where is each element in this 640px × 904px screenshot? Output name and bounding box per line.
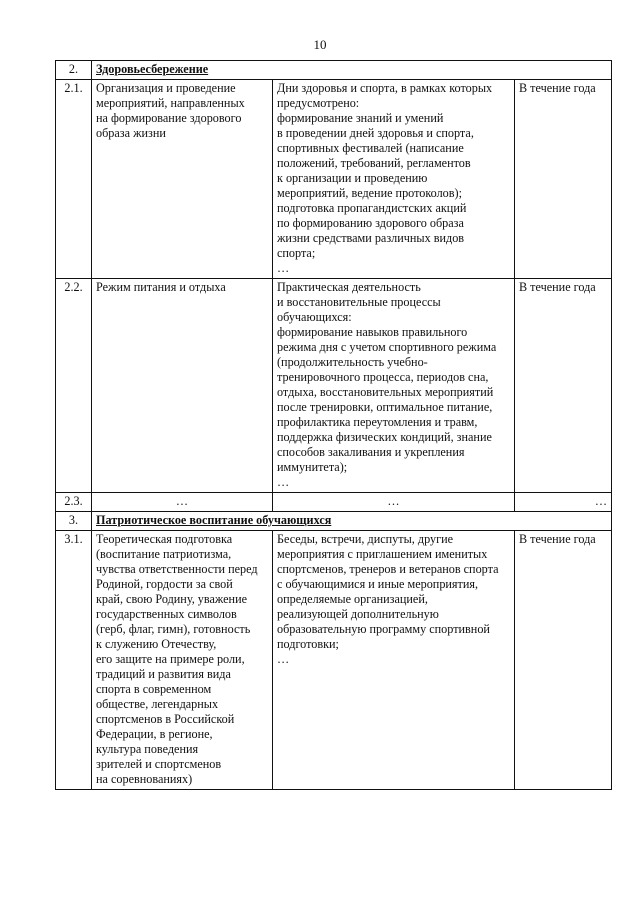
- activity-content-line: Беседы, встречи, диспуты, другие: [277, 532, 454, 546]
- activity-content-line: образовательную программу спортивной: [277, 622, 490, 636]
- activity-content-line: жизни средствами различных видов: [277, 231, 465, 245]
- activity-name-line: государственных символов: [96, 607, 237, 621]
- activity-content-line: поддержка физических кондиций, знание: [277, 430, 492, 444]
- section-row: [56, 61, 612, 80]
- table-row: [56, 493, 612, 512]
- activity-name-line: Родиной, гордости за свой: [96, 577, 233, 591]
- activity-content-line: в проведении дней здоровья и спорта,: [277, 126, 474, 140]
- activity-name-line: зрителей и спортсменов: [96, 757, 222, 771]
- activity-period: В течение года: [515, 279, 612, 493]
- activity-content-line: иммунитета);: [277, 460, 348, 474]
- activity-content-line: к организации и проведению: [277, 171, 428, 185]
- row-number: 2.3.: [56, 493, 92, 512]
- activity-content: [273, 531, 515, 790]
- activity-name-line: спортсменов в Российской: [96, 712, 235, 726]
- activity-content-line: формирование знаний и умений: [277, 111, 444, 125]
- activity-name-line: (воспитание патриотизма,: [96, 547, 232, 561]
- activity-content-line: способов закаливания и укрепления: [277, 445, 465, 459]
- activity-name-line: к служению Отечеству,: [96, 637, 217, 651]
- activity-content-line: режима дня с учетом спортивного режима: [277, 340, 497, 354]
- activity-name-line: Организация и проведение: [96, 81, 236, 95]
- activity-content-line: мероприятий, ведение протоколов);: [277, 186, 462, 200]
- activity-name-line: на соревнованиях): [96, 772, 193, 786]
- activity-content-line: …: [277, 652, 290, 666]
- activity-content-line: спорта;: [277, 246, 316, 260]
- activity-period: …: [515, 493, 612, 512]
- activity-content: [273, 279, 515, 493]
- activity-content-line: по формированию здорового образа: [277, 216, 464, 230]
- activity-period: В течение года: [515, 531, 612, 790]
- activity-name: [92, 279, 273, 493]
- activity-content-line: предусмотрено:: [277, 96, 360, 110]
- activity-name-line: Теоретическая подготовка: [96, 532, 233, 546]
- section-row: [56, 512, 612, 531]
- activity-content-line: после тренировки, оптимальное питание,: [277, 400, 493, 414]
- activity-content-line: …: [277, 475, 290, 489]
- activity-name-line: мероприятий, направленных: [96, 96, 245, 110]
- activity-content-line: мероприятия с приглашением именитых: [277, 547, 488, 561]
- section-title: Патриотическое воспитание обучающихся: [92, 512, 612, 531]
- activity-name-line: культура поведения: [96, 742, 199, 756]
- activity-content-line: реализующей дополнительную: [277, 607, 439, 621]
- activity-content-line: и восстановительные процессы: [277, 295, 441, 309]
- activity-content-line: …: [277, 261, 290, 275]
- row-number: 3.: [56, 512, 92, 531]
- activity-name-line: обществе, легендарных: [96, 697, 219, 711]
- activity-name-line: край, свою Родину, уважение: [96, 592, 248, 606]
- activity-period: В течение года: [515, 80, 612, 279]
- activity-name-line: Федерации, в регионе,: [96, 727, 213, 741]
- activity-content-line: тренировочного процесса, периодов сна,: [277, 370, 489, 384]
- activity-content-line: обучающихся:: [277, 310, 352, 324]
- activity-name-line: Режим питания и отдыха: [96, 280, 226, 294]
- activity-content-line: Практическая деятельность: [277, 280, 421, 294]
- activity-content: …: [273, 493, 515, 512]
- activity-content-line: спортивных фестивалей (написание: [277, 141, 464, 155]
- activity-content-line: с обучающимися и иные мероприятия,: [277, 577, 479, 591]
- activity-name: …: [92, 493, 273, 512]
- activity-content-line: (продолжительность учебно-: [277, 355, 428, 369]
- activity-content-line: Дни здоровья и спорта, в рамках которых: [277, 81, 493, 95]
- activity-name-line: чувства ответственности перед: [96, 562, 258, 576]
- row-number: 2.2.: [56, 279, 92, 493]
- activity-name: [92, 531, 273, 790]
- activity-content: [273, 80, 515, 279]
- activity-content-line: подготовки;: [277, 637, 339, 651]
- table-row: [56, 80, 612, 279]
- table-row: [56, 279, 612, 493]
- activity-name-line: его защите на примере роли,: [96, 652, 245, 666]
- activity-name-line: (герб, флаг, гимн), готовность: [96, 622, 251, 636]
- page-number: 10: [313, 37, 327, 52]
- activity-content-line: спортсменов, тренеров и ветеранов спорта: [277, 562, 499, 576]
- activity-content-line: подготовка пропагандистских акций: [277, 201, 467, 215]
- row-number: 2.: [56, 61, 92, 80]
- activity-name-line: традиций и развития вида: [96, 667, 231, 681]
- activity-name-line: образа жизни: [96, 126, 166, 140]
- row-number: 3.1.: [56, 531, 92, 790]
- activity-name-line: спорта в современном: [96, 682, 212, 696]
- activity-content-line: формирование навыков правильного: [277, 325, 468, 339]
- row-number: 2.1.: [56, 80, 92, 279]
- table-row: [56, 531, 612, 790]
- plan-table: [55, 60, 612, 790]
- activity-content-line: определяемые организацией,: [277, 592, 428, 606]
- activity-content-line: профилактика переутомления и травм,: [277, 415, 478, 429]
- activity-name-line: на формирование здорового: [96, 111, 242, 125]
- activity-name: [92, 80, 273, 279]
- activity-content-line: отдыха, восстановительных мероприятий: [277, 385, 494, 399]
- section-title: Здоровьесбережение: [92, 61, 612, 80]
- activity-content-line: положений, требований, регламентов: [277, 156, 471, 170]
- plan-table-body: [56, 61, 612, 790]
